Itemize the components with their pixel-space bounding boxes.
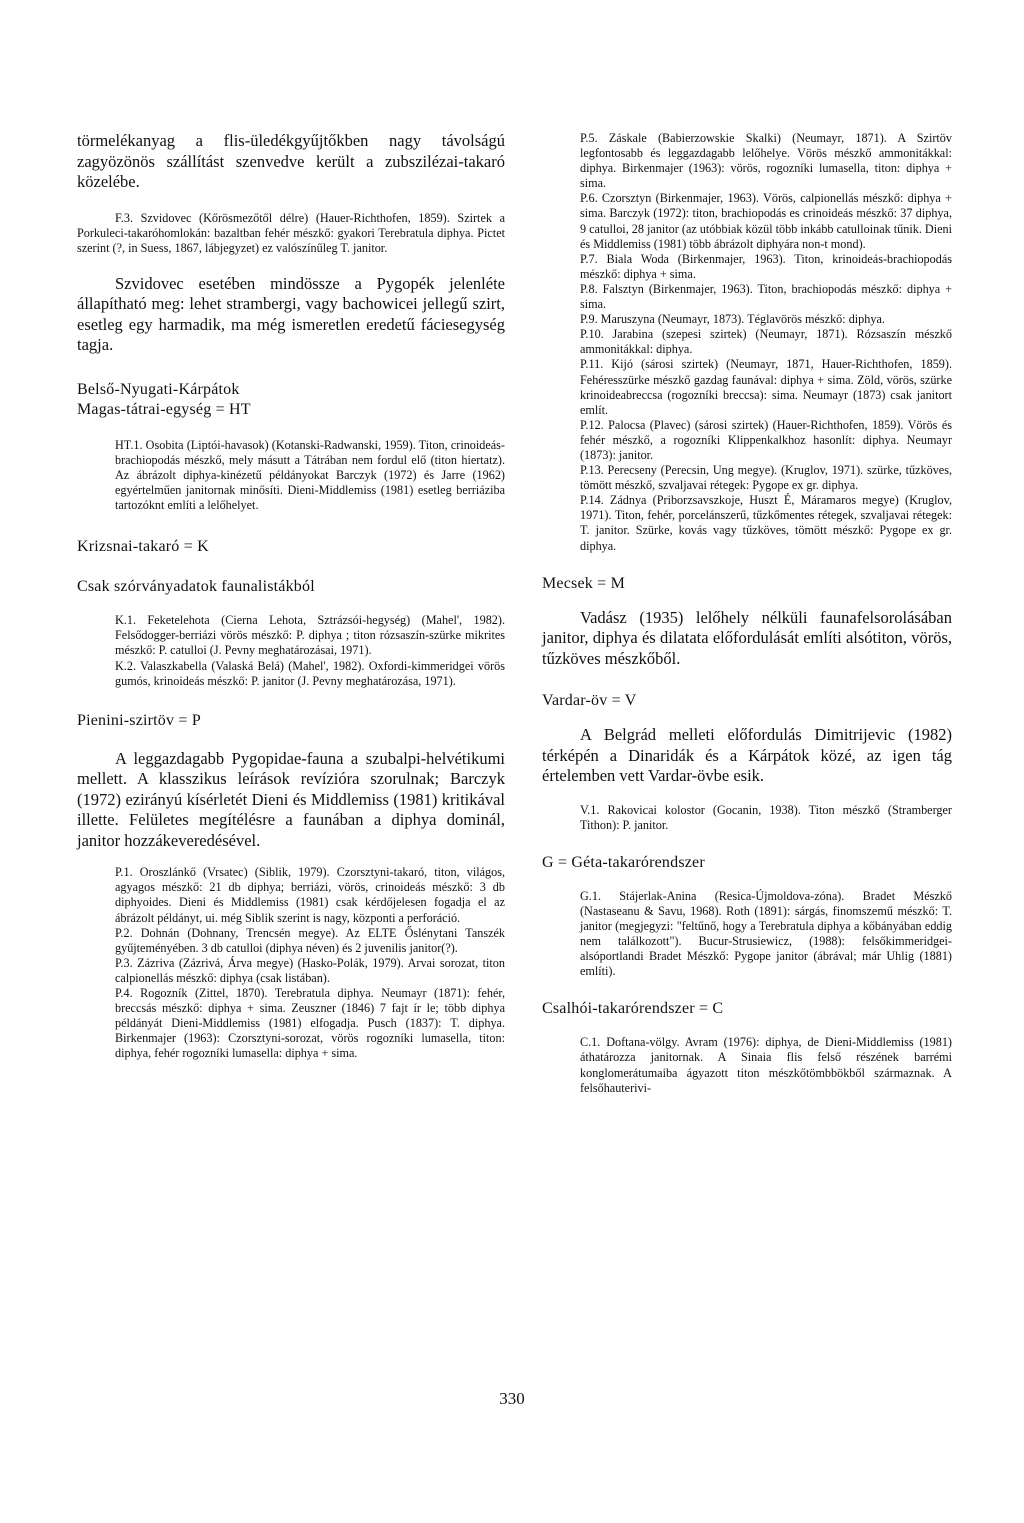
- left-column: [77, 131, 505, 1061]
- entry-p7: P.7. Biala Woda (Birkenmajer, 1963). Titon, krinoideás-brachiopodás mészkő: diphya + sima.: [580, 251, 952, 281]
- entry-p2: P.2. Dohnán (Dohnany, Trencsén megye). Az ELTE Őslénytani Tanszék gyűjteményében. 3 db catulloi (diphya néven) és 2 juvenilis janitor(?).: [115, 925, 505, 955]
- heading-csak-szorvanyadatok: Csak szórványadatok faunalistákból: [77, 578, 315, 596]
- entry-c1: C.1. Doftana-völgy. Avram (1976): diphya, de Dieni-Middlemiss (1981) áthatározza janitornak. A Sinaia flis felső részének barrémi konglomerátumaiba ágyazott titon mészkőtömbbökből származnak. A felsőhauterivi-: [580, 1035, 952, 1095]
- entry-p6: P.6. Czorsztyn (Birkenmajer, 1963). Vörös, calpionellás mészkő: diphya + sima. Barczyk (1972): titon, brachiopodás es crinoideás mészkő: 37 diphya, 9 catulloi, 28 janitor (az utóbbiak közül több inkább catulloinak tűnik. Dieni és Middlemiss (1981) több ábrázolt diphyára non-t mond).: [580, 191, 952, 251]
- entry-ht1: HT.1. Osobita (Liptói-havasok) (Kotanski-Radwanski, 1959). Titon, crinoideás-brachiopodás mészkő, mely másutt a Tátrában nem fordul elő (titon hiertatz). Az ábrázolt diphya-kinézetű példányokat Barczyk (1972) és Jarre (1962) egyértelműen janitornak minősíti. Dieni-Middlemiss (1981) esetleg berriáziba tartozóknt említi a lelőhelyet.: [115, 437, 505, 513]
- page-number: 330: [499, 1389, 525, 1408]
- entry-p11: P.11. Kijó (sárosi szirtek) (Neumayr, 1871, Hauer-Richthofen, 1859). Fehéresszürke mészkő gazdag faunával: diphya + sima. Zöld, vörös, szürke krinoideabreccsa (rogozníki breccsa): sima. Neumayr (1873) csak janitort említ.: [580, 357, 952, 417]
- intro-paragraph: törmelékanyag a flis-üledékgyűjtőkben nagy távolságú zagyözönös szállítást szenvedve került a zubszilézai-takaró közelébe.: [77, 131, 505, 191]
- entry-p4: P.4. Rogozník (Zittel, 1870). Terebratula diphya. Neumayr (1871): fehér, breccsás mészkő: diphya + sima. Zeuszner (1846) 7 fajt ír le; több diphya példányát Dieni-Middlemiss (1981) elfogadja. Pusch (1837): T. diphya. Birkenmajer (1963): Czorsztyni-sorozat, vörös rogozníki lumasella, titon: diphya, fehér rogozníki lumasella: diphya + sima.: [115, 985, 505, 1061]
- entry-p5: P.5. Záskale (Babierzowskie Skalki) (Neumayr, 1871). A Szirtöv legfontosabb és leggazdagabb lelőhelye. Vörös mészkő ammonitákkal: diphya. Birkenmajer (1963): vörös, rogozníki lumasella, titon: diphya + sima.: [580, 131, 952, 191]
- heading-krizsnai-takaro: Krizsnai-takaró = K: [77, 538, 209, 556]
- entry-k2: K.2. Valaszkabella (Valaská Belá) (Mahel', 1982). Oxfordi-kimmeridgei vörös gumós, krinoideás mészkő: P. janitor (J. Pevny meghatározása, 1971).: [115, 658, 505, 688]
- szvidovec-paragraph: Szvidovec esetében mindössze a Pygopék jelenléte állapítható meg: lehet strambergi, vagy bachowicei jellegű szirt, esetleg egy harmadik, ma még ismeretlen eredetű fáciesegység tagja.: [77, 273, 505, 355]
- entry-g1: G.1. Stájerlak-Anina (Resica-Újmoldova-zóna). Bradet Mészkő (Nastaseanu & Savu, 1968). Roth (1891): sárgás, finomszemű mészkő: T. janitor (megjegyzi: "feltűnő, hogy a Terebratula diphya a kőbányában eddig nem találkozott"). Bucur-Strusiewicz, (1988): felsőkimmeridgei-alsóportlandi Bradet Mészkő: Pygope janitor (ábrával; már Uhlig (1881) említi).: [580, 888, 952, 979]
- heading-pienini-szirtov: Pienini-szirtöv = P: [77, 711, 201, 729]
- heading-vardar-ov: Vardar-öv = V: [542, 692, 637, 710]
- entry-p3: P.3. Zázriva (Zázrivá, Árva megye) (Hasko-Polák, 1979). Arvai sorozat, titon calpionellás mészkő: diphya (csak listában).: [115, 955, 505, 985]
- entry-v1: V.1. Rakovicai kolostor (Gocanin, 1938). Titon mészkő (Stramberger Tithon): P. janitor.: [580, 802, 952, 832]
- entry-p9: P.9. Maruszyna (Neumayr, 1873). Téglavörös mészkő: diphya.: [580, 312, 885, 327]
- entry-p10: P.10. Jarabina (szepesi szirtek) (Neumayr, 1871). Rózsaszín mészkő ammonitákkal: diphya.: [580, 327, 952, 357]
- pienini-intro-paragraph: A leggazdagabb Pygopidae-fauna a szubalpi-helvétikumi mellett. A klasszikus leírások revízióra szorulnak; Barczyk (1972) ezirányú kísérletét Dieni és Middlemiss (1981) kritikával illette. Felületes megítélésre a faunában a diphya dominál, janitor hozzákeveredésével.: [77, 748, 505, 850]
- heading-belso-nyugati-karpatok: Belső-Nyugati-Kárpátok: [77, 380, 240, 398]
- heading-geta-takarorendszer: G = Géta-takarórendszer: [542, 853, 705, 871]
- entry-p13: P.13. Perecseny (Perecsin, Ung megye). (Kruglov, 1971). szürke, tűzköves, tömött mészkő, szvaljavai rétegek: Pygope ex gr. diphya.: [580, 463, 952, 493]
- entry-k1: K.1. Feketelehota (Cierna Lehota, Sztrázsói-hegység) (Mahel', 1982). Felsődogger-berriázi vörös mészkő: P. diphya ; titon rózsaszín-szürke mikrites mészkő: P. catulloi (J. Pevny meghatározásai, 1971).: [115, 613, 505, 658]
- entry-p8: P.8. Falsztyn (Birkenmajer, 1963). Titon, brachiopodás mészkő: diphya + sima.: [580, 281, 952, 312]
- vardar-paragraph: A Belgrád melleti előfordulás Dimitrijevic (1982) térképén a Dinaridák és a Kárpátok közé, az igen tág értelemben vett Vardar-övbe esik.: [542, 725, 952, 786]
- heading-magas-tatrai-egyseg: Magas-tátrai-egység = HT: [77, 400, 251, 418]
- heading-mecsek: Mecsek = M: [542, 574, 626, 592]
- entry-f3: F.3. Szvidovec (Kőrösmezőtől délre) (Hauer-Richthofen, 1859). Szirtek a Porkuleci-takaróhomlokán: bazaltban fehér mészkő: gyakori Terebratula diphya. Pictet szerint (?, in Suess, 1867, lábjegyzet) ez valószínűleg T. janitor.: [77, 210, 505, 255]
- mecsek-paragraph: Vadász (1935) lelőhely nélküli faunafelsorolásában janitor, diphya és dilatata előfordulását említi alsótiton, vörös, tűzköves mészkőből.: [542, 607, 952, 668]
- right-column: [542, 131, 952, 1096]
- entry-p14: P.14. Zádnya (Priborzsavszkoje, Huszt É, Máramaros megye) (Kruglov, 1971). Titon, fehér, porcelánszerű, tűzkőmentes rétegek, szvaljavai rétegek: T. janitor. Szürke, kovás vagy tűzköves, tömött mészkő: Pygope ex gr. diphya.: [580, 493, 952, 553]
- heading-csalhoi-takarorendszer: Csalhói-takarórendszer = C: [542, 1000, 724, 1018]
- entry-p1: P.1. Oroszlánkő (Vrsatec) (Siblik, 1979). Czorsztyni-takaró, titon, világos, agyagos mészkő: 21 db diphya; berriázi, vörös, crinoideás mészkő: 3 db diphyoides. Dieni és Middlemiss (1981) csak kérdőjelesen fogadja el az ábrázolt példányt, ui. még Siblik szerint is nagy, központi a perforáció.: [115, 865, 505, 925]
- entry-p12: P.12. Palocsa (Plavec) (sárosi szirtek) (Hauer-Richthofen, 1859). Vörös és fehér mészkő, a rogozníki Klippenkalkhoz hasonlít: diphya. Neumayr (1873): janitor.: [580, 417, 952, 462]
